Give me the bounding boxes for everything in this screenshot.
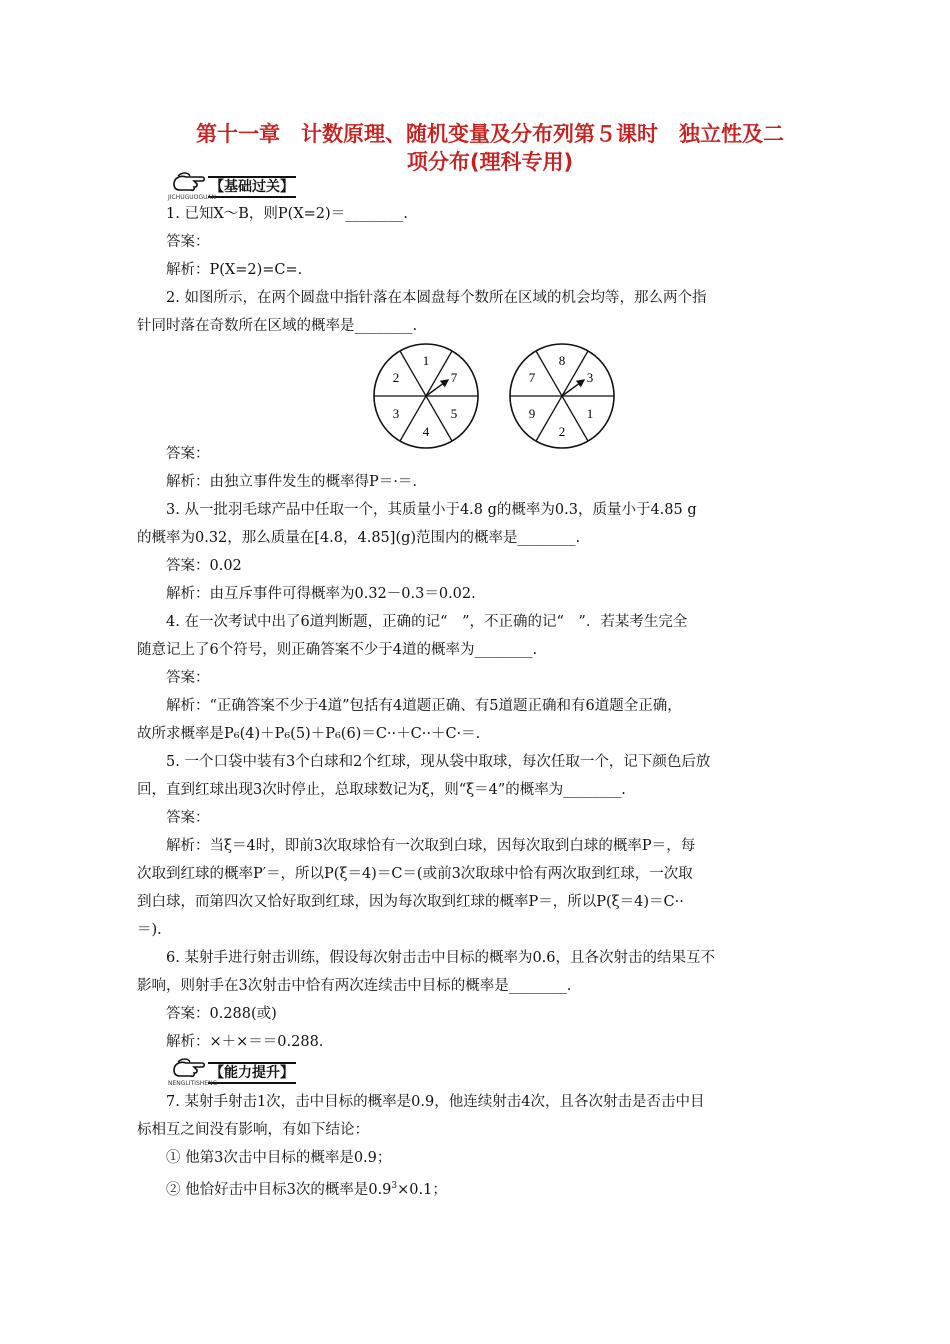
right-sector-label: 8 [558,353,566,368]
q5-answer: 答案： [166,810,210,826]
q2-explanation: 解析：由独立事件发生的概率得P＝·＝. [166,474,417,490]
section-header-advanced [168,1058,318,1088]
right-sector-label: 9 [528,406,536,421]
pointing-hand-icon [172,1058,208,1080]
q5-explanation-1: 解析：当ξ＝4时，即前3次取球恰有一次取到白球，因每次取到白球的概率P＝，每 [166,838,696,854]
q5-explanation-4: ＝). [137,922,162,938]
q5-explanation-3: 到白球，而第四次又恰好取到红球，因为每次取到红球的概率P＝，所以P(ξ＝4)＝C·· [137,894,684,910]
spinner-right [510,344,614,448]
q6-explanation: 解析：×＋×＝＝0.288. [166,1034,324,1050]
section-pinyin-basic: JICHUGUOGUAN [168,194,217,201]
spinner-left [374,344,478,448]
right-sector-label: 1 [586,406,594,421]
left-sector-label: 5 [450,406,458,421]
section-label-basic: 【基础过关】 [208,176,296,198]
section-label-advanced: 【能力提升】 [208,1062,296,1084]
section-header-basic [168,172,318,202]
q3-explanation: 解析：由互斥事件可得概率为0.32－0.3＝0.02. [166,586,476,602]
q2-answer: 答案： [166,446,210,462]
q1-answer: 答案： [166,234,210,250]
q3-text-2: 的概率为0.32，那么质量在[4.8，4.85](g)范围内的概率是________. [137,530,581,546]
q7-conclusion-2 [166,1176,846,1200]
q7-conclusion-2-exponent: 3 [391,1181,398,1191]
section-pinyin-advanced: NENGLITISHENG [168,1080,218,1087]
q4-text-1: 4. 在一次考试中出了6道判断题，正确的记“ ”，不正确的记“ ”．若某考生完全 [166,614,688,630]
q4-answer: 答案： [166,670,210,686]
q4-text-2: 随意记上了6个符号，则正确答案不少于4道的概率为________. [137,642,538,658]
left-sector-label: 2 [392,370,400,385]
left-sector-label: 4 [422,424,430,439]
q3-text-1: 3. 从一批羽毛球产品中任取一个，其质量小于4.8 g的概率为0.3，质量小于4.85 g [166,502,697,518]
q1-explanation: 解析：P(X=2)=C=. [166,262,303,278]
q7-conclusion-1: ① 他第3次击中目标的概率是0.9； [166,1150,392,1166]
q6-answer: 答案：0.288(或) [166,1006,277,1022]
q7-conclusion-2-pre: ② 他恰好击中目标3次的概率是0.9 [166,1181,392,1198]
q4-explanation-2: 故所求概率是P₆(4)＋P₆(5)＋P₆(6)＝C··＋C··＋C·＝. [137,726,481,742]
q4-explanation-1: 解析：“正确答案不少于4道”包括有4道题正确、有5道题正确和有6道题全正确， [166,698,682,714]
q7-text-1: 7. 某射手射击1次，击中目标的概率是0.9，他连续射击4次，且各次射击是否击中目 [166,1094,705,1110]
title-line-2: 项分布(理科专用) [406,150,574,174]
q3-answer: 答案：0.02 [166,558,242,574]
left-sector-label: 1 [422,353,430,368]
right-sector-label: 3 [586,370,594,385]
q2-text-1: 2. 如图所示，在两个圆盘中指针落在本圆盘每个数所在区域的机会均等，那么两个指 [166,290,707,306]
q1-text: 1. 已知X～B，则P(X=2)＝________. [166,206,408,222]
q7-conclusion-2-post: ×0.1； [397,1181,447,1198]
right-sector-label: 2 [558,424,566,439]
q2-text-2: 针同时落在奇数所在区域的概率是________. [137,318,418,334]
spinner-figure [368,340,648,452]
pointing-hand-icon [172,172,208,194]
left-sector-label: 7 [450,370,458,385]
q5-text-2: 回，直到红球出现3次时停止，总取球数记为ξ，则“ξ＝4”的概率为________. [137,782,626,798]
page-title [140,120,840,176]
q7-text-2: 标相互之间没有影响，有如下结论： [137,1122,369,1138]
q5-explanation-2: 次取到红球的概率P′＝，所以P(ξ＝4)＝C＝(或前3次取球中恰有两次取到红球，一次取 [137,866,693,882]
q5-text-1: 5. 一个口袋中装有3个白球和2个红球，现从袋中取球，每次任取一个，记下颜色后放 [166,754,711,770]
q6-text-1: 6. 某射手进行射击训练，假设每次射击击中目标的概率为0.6，且各次射击的结果互不 [166,950,716,966]
title-line-1: 第十一章 计数原理、随机变量及分布列第５课时 独立性及二 [196,122,784,146]
q6-text-2: 影响，则射手在3次射击中恰有两次连续击中目标的概率是________. [137,978,572,994]
left-sector-label: 3 [392,406,400,421]
right-sector-label: 7 [528,370,536,385]
